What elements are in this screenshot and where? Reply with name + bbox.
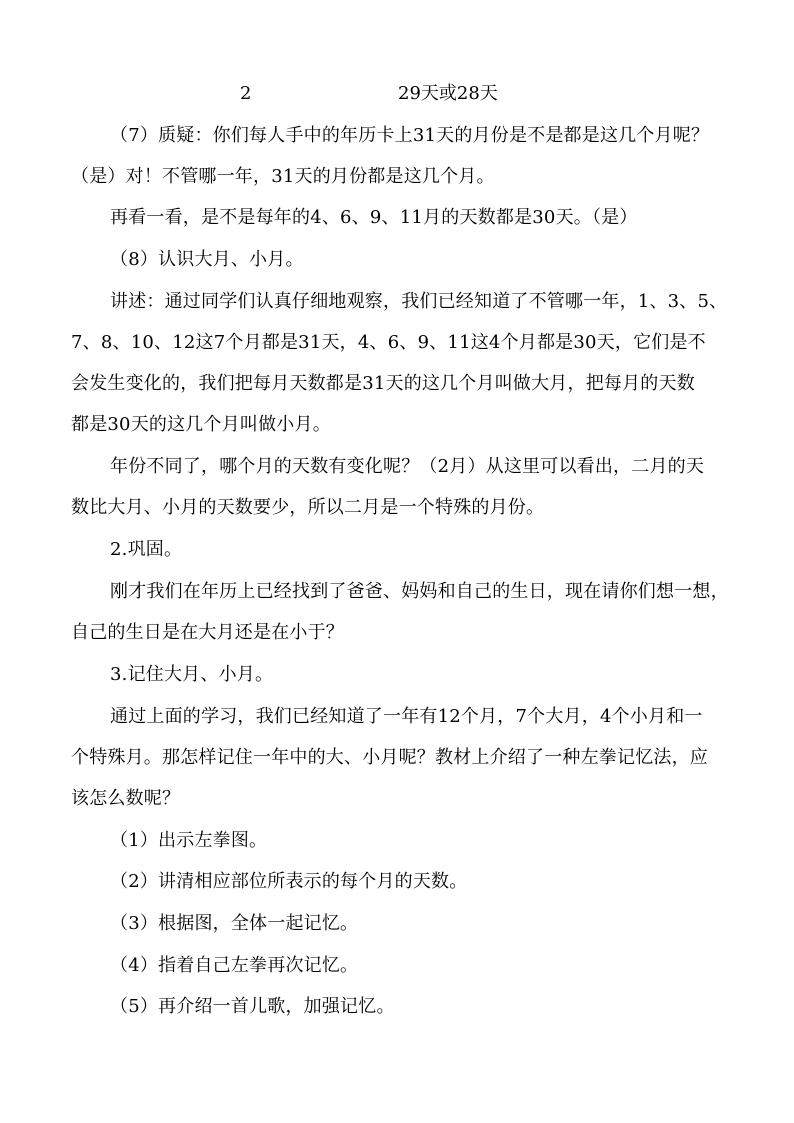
paragraph-line: 个特殊月。那怎样记住一年中的大、小月呢？教材上介绍了一种左拳记忆法，应	[71, 747, 708, 768]
section-heading: 3.记住大月、小月。	[110, 664, 274, 685]
table-cell-month-count: 2	[240, 83, 252, 104]
month-days-table-row	[0, 82, 794, 108]
section-heading: 2.巩固。	[110, 539, 183, 560]
table-cell-days: 29天或28天	[398, 83, 498, 104]
paragraph-line: 该怎么数呢？	[71, 788, 181, 809]
paragraph-line: 自己的生日是在大月还是在小于？	[71, 622, 344, 643]
list-item: （5）再介绍一首儿歌，加强记忆。	[110, 996, 395, 1017]
list-item: （4）指着自己左拳再次记忆。	[110, 955, 359, 976]
paragraph-line: （8）认识大月、小月。	[110, 249, 304, 270]
paragraph-line: 通过上面的学习，我们已经知道了一年有12个月，7个大月，4个小月和一	[110, 706, 703, 727]
list-item: （1）出示左拳图。	[110, 830, 268, 851]
paragraph-line: 数比大月、小月的天数要少，所以二月是一个特殊的月份。	[71, 497, 545, 518]
paragraph-line: 讲述：通过同学们认真仔细地观察，我们已经知道了不管哪一年，1、3、5、	[110, 291, 728, 312]
paragraph-line: （是）对！不管哪一年，31天的月份都是这几个月。	[71, 166, 495, 187]
paragraph-line: （7）质疑：你们每人手中的年历卡上31天的月份是不是都是这几个月呢？	[110, 125, 710, 146]
paragraph-line: 7、8、10、12这7个月都是31天，4、6、9、11这4个月都是30天，它们是不	[71, 332, 706, 353]
paragraph-line: 刚才我们在年历上已经找到了爸爸、妈妈和自己的生日，现在请你们想一想，	[110, 581, 729, 602]
paragraph-line: 年份不同了，哪个月的天数有变化呢？（2月）从这里可以看出，二月的天	[110, 456, 705, 477]
list-item: （3）根据图，全体一起记忆。	[110, 913, 359, 934]
list-item: （2）讲清相应部位所表示的每个月的天数。	[110, 871, 468, 892]
paragraph-line: 会发生变化的，我们把每月天数都是31天的这几个月叫做大月，把每月的天数	[71, 373, 695, 394]
paragraph-line: 再看一看，是不是每年的4、6、9、11月的天数都是30天。（是）	[110, 207, 638, 228]
paragraph-line: 都是30天的这几个月叫做小月。	[71, 414, 331, 435]
